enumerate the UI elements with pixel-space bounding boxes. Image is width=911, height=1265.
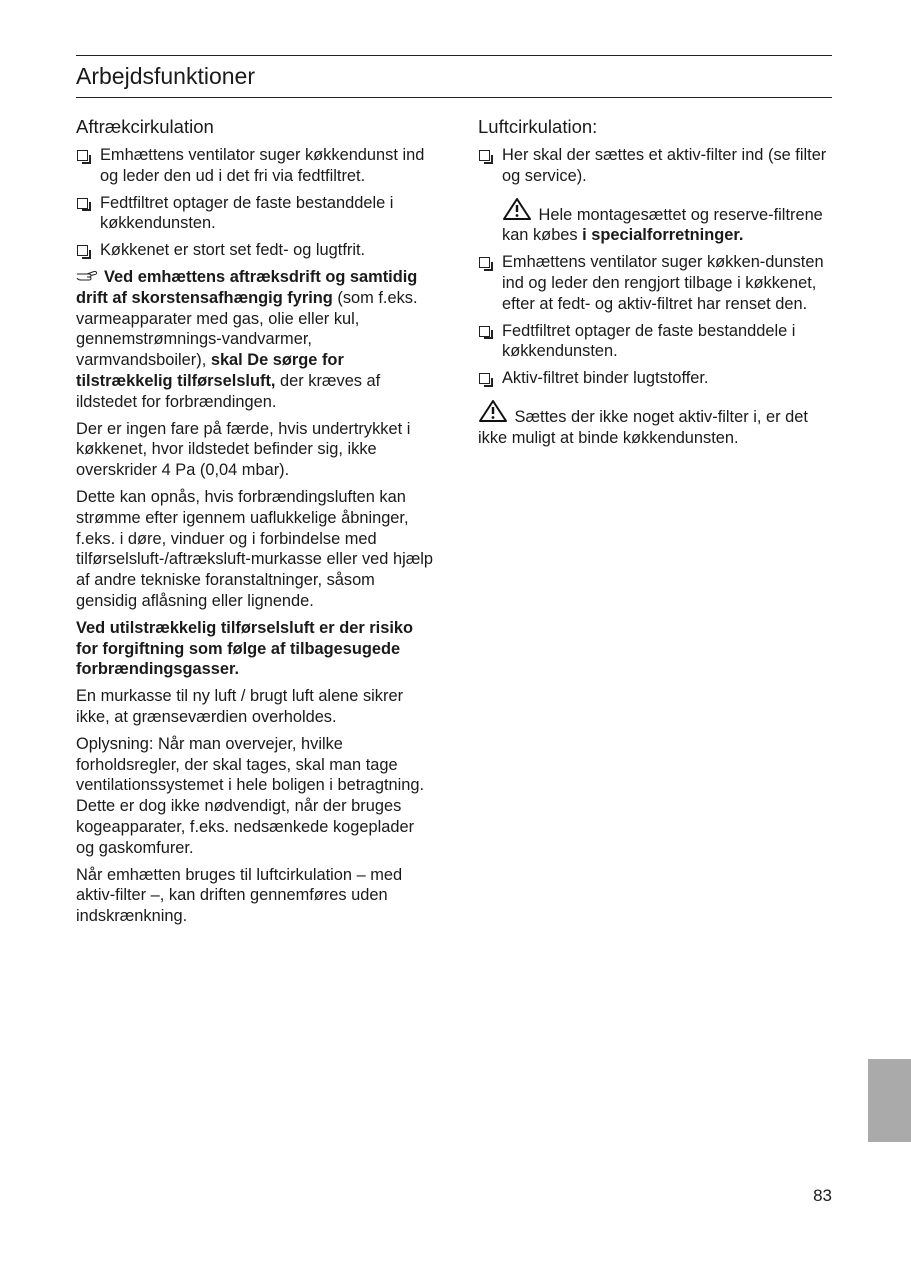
thumb-index-tab — [868, 1059, 911, 1142]
list-item: Emhættens ventilator suger køkkendunst ind og leder den ud i det fri via fedtfiltret. — [76, 145, 436, 187]
checkbox-bullet-icon — [77, 150, 88, 161]
checkbox-bullet-icon — [479, 150, 490, 161]
warning-triangle-icon — [502, 197, 532, 221]
body-paragraph: Der er ingen fare på færde, hvis undertrykket i køkkenet, hvor ildstedet befinder sig, ikke overskrider 4 Pa (0,04 mbar). — [76, 419, 411, 480]
page-title: Arbejdsfunktioner — [76, 63, 255, 89]
body-paragraph: Når emhætten bruges til luftcirkulation – med aktiv-filter –, kan driften gennemføres uden indskrænkning. — [76, 865, 403, 926]
body-paragraph: Oplysning: Når man overvejer, hvilke forholdsregler, der skal tages, skal man tage ventilationssystemet i hele boligen i betragtning. Dette er dog ikke nødvendigt, når der bruges kogeapparater, f.eks. nedsænkede kogeplader og gaskomfurer. — [76, 734, 425, 857]
top-rule — [76, 55, 832, 56]
left-column — [76, 114, 436, 933]
warning-paragraph: Ved utilstrækkelig tilførselsluft er der risiko for forgiftning som følge af tilbagesugede forbrændingsgasser. — [76, 618, 414, 679]
body-paragraph: En murkasse til ny luft / brugt luft alene sikrer ikke, at grænseværdien overholdes. — [76, 687, 404, 726]
warning-triangle-icon — [478, 399, 508, 423]
bullet-list — [76, 145, 436, 261]
section-heading-aftraekcirkulation: Aftrækcirkulation — [76, 116, 214, 137]
note-paragraph: Ved emhættens aftræksdrift og samtidig drift af skorstensafhængig fyring (som f.eks. varmeapparater med gas, olie eller kul, gennemstrømnings-vandvarmer, varmvandsboiler), skal De sørge for tilstrækkelig tilførselsluft, der kræves af ildstedet for forbrændingen. — [76, 267, 418, 411]
list-item: Fedtfiltret optager de faste bestanddele i køkkendunsten. — [478, 321, 834, 363]
list-item: Fedtfiltret optager de faste bestanddele i køkkendunsten. — [76, 193, 436, 235]
bullet-list — [478, 252, 834, 389]
bullet-list — [478, 145, 834, 187]
list-item: Her skal der sættes et aktiv-filter ind (se filter og service). — [478, 145, 834, 187]
body-paragraph: Dette kan opnås, hvis forbrændingsluften kan strømme efter igennem uaflukkelige åbninger, f.eks. i døre, vinduer og i forbindelse med tilførselsluft-/aftræksluft-murkasse eller ved hjælp af andre tekniske foranstaltninger, såsom gensidig aflåsning eller lignende. — [76, 487, 434, 610]
right-column — [478, 114, 834, 455]
checkbox-bullet-icon — [77, 245, 88, 256]
pointing-hand-icon — [76, 270, 100, 282]
title-underline — [76, 97, 832, 98]
checkbox-bullet-icon — [77, 198, 88, 209]
warning-note: Hele montagesættet og reserve-filtrene kan købes i specialforretninger. — [478, 197, 834, 247]
checkbox-bullet-icon — [479, 257, 490, 268]
list-item: Aktiv-filtret binder lugtstoffer. — [478, 368, 834, 389]
list-item: Emhættens ventilator suger køkken-dunsten ind og leder den rengjort tilbage i køkkenet, efter at fedt- og aktiv-filtret har renset den. — [478, 252, 834, 314]
checkbox-bullet-icon — [479, 326, 490, 337]
page-number: 83 — [813, 1186, 832, 1205]
checkbox-bullet-icon — [479, 373, 490, 384]
section-heading-luftcirkulation: Luftcirkulation: — [478, 116, 598, 137]
warning-note: Sættes der ikke noget aktiv-filter i, er det ikke muligt at binde køkkendunsten. — [478, 399, 834, 449]
list-item: Køkkenet er stort set fedt- og lugtfrit. — [76, 240, 436, 261]
